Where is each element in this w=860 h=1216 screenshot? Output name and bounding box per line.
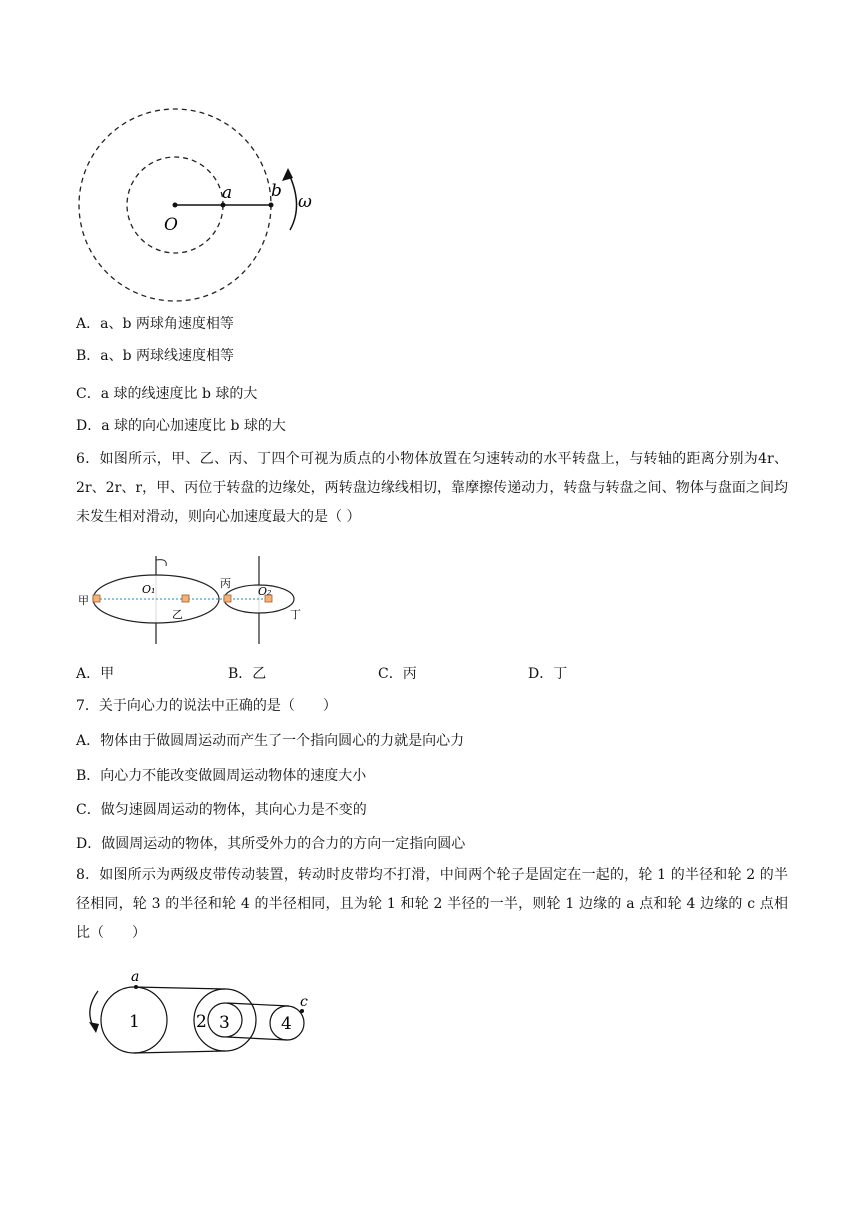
label-o: O: [164, 215, 178, 235]
label-b: b: [271, 181, 282, 201]
block-yi: [182, 595, 189, 602]
q6-text: 6．如图所示，甲、乙、丙、丁四个可视为质点的小物体放置在匀速转动的水平转盘上，与转轴的距离分别为4r、2r、2r、r，甲、丙位于转盘的边缘处，两转盘边缘线相切，靠摩擦传递动力，转盘与转盘之间、物体与盘面之间均未发生相对滑动，则向心加速度最大的是（ ）: [76, 451, 788, 525]
belt-1-bottom: [134, 1051, 225, 1053]
q6-option-b: B．乙: [228, 666, 267, 682]
figure-belt-drive: [78, 966, 322, 1066]
point-a-dot: [221, 203, 226, 208]
q5-option-b: B．a、b 两球线速度相等: [76, 348, 235, 364]
label-a: a: [222, 183, 233, 203]
label-bing: 丙: [220, 577, 231, 590]
figure-concentric-circles: [60, 60, 340, 310]
label-jia: 甲: [78, 594, 89, 607]
label-point-a: a: [131, 969, 140, 985]
figure-turntables: [76, 556, 306, 648]
q6-option-c: C．丙: [378, 666, 417, 682]
center-point: [173, 203, 178, 208]
rotation-arrow-icon: [156, 560, 166, 566]
q7-option-b: B．向心力不能改变做圆周运动物体的速度大小: [76, 768, 367, 784]
q5-option-c: C．a 球的线速度比 b 球的大: [76, 386, 258, 402]
q6-option-d: D．丁: [528, 666, 568, 682]
label-wheel-3: 3: [219, 1013, 230, 1033]
q7-option-c: C．做匀速圆周运动的物体，其向心力是不变的: [76, 802, 367, 818]
label-o2: O₂: [258, 585, 272, 598]
label-o1: O₁: [142, 583, 156, 596]
q5-option-d: D．a 球的向心加速度比 b 球的大: [76, 418, 286, 434]
block-jia: [93, 595, 100, 602]
rotation-arrowhead-icon: [89, 1022, 99, 1033]
label-ding: 丁: [290, 608, 301, 621]
q7-option-a: A．物体由于做圆周运动而产生了一个指向圆心的力就是向心力: [76, 733, 465, 749]
label-point-c: c: [300, 994, 308, 1010]
q5-option-a: A．a、b 两球角速度相等: [76, 316, 234, 332]
label-wheel-2: 2: [196, 1012, 207, 1032]
belt-2-top: [227, 1003, 289, 1006]
label-wheel-1: 1: [129, 1012, 140, 1032]
label-wheel-4: 4: [281, 1014, 292, 1034]
point-b-dot: [269, 203, 274, 208]
label-yi: 乙: [172, 608, 183, 621]
rotation-arrow-icon: [288, 172, 297, 230]
q7-text: 7．关于向心力的说法中正确的是（ ）: [76, 698, 337, 714]
block-bing: [224, 595, 231, 602]
q7-option-d: D．做圆周运动的物体，其所受外力的合力的方向一定指向圆心: [76, 836, 466, 852]
q6-option-a: A．甲: [76, 666, 115, 682]
belt-1-top: [134, 987, 225, 989]
q8-text: 8．如图所示为两级皮带传动装置，转动时皮带均不打滑，中间两个轮子是固定在一起的，轮 1 的半径和轮 2 的半径相同，轮 3 的半径和轮 4 的半径相同，且为轮 1 和轮 2 半径的一半，则轮 1 边缘的 a 点和轮 4 边缘的 c 点相比（ ）: [76, 867, 788, 941]
label-omega: ω: [298, 192, 312, 212]
point-a-dot: [134, 985, 138, 989]
